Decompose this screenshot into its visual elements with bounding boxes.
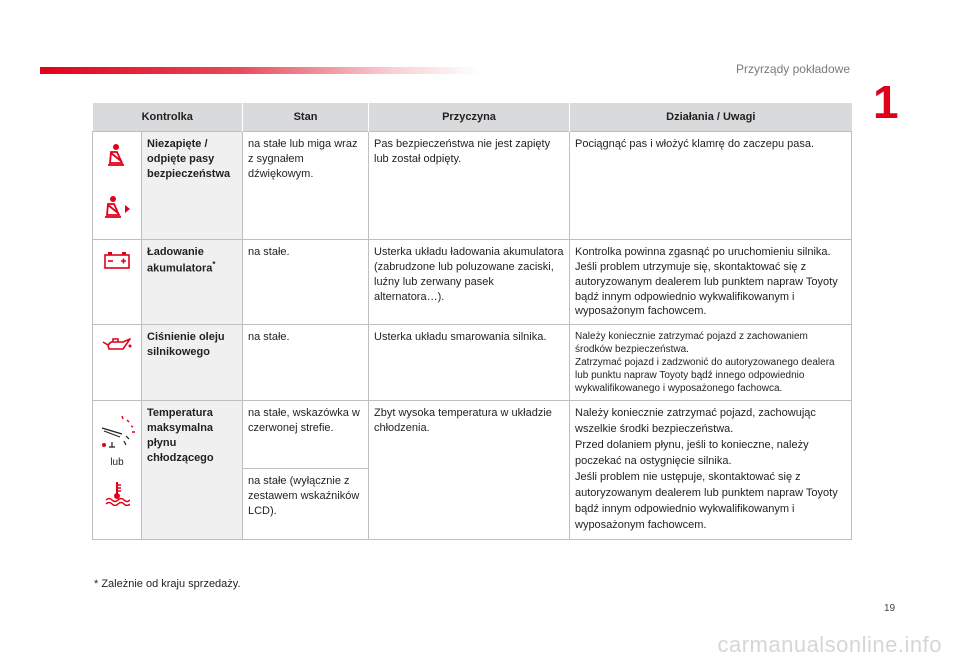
warning-state: na stałe lub miga wraz z sygnałem dźwiękowym. xyxy=(243,132,369,240)
page-number: 19 xyxy=(884,603,896,614)
column-header-dzialania: Działania / Uwagi xyxy=(570,103,852,132)
table-row xyxy=(93,401,852,469)
icon-cell xyxy=(93,401,142,540)
coolant-temperature-icon xyxy=(104,480,130,506)
warning-action-line: Jeśli problem nie ustępuje, skontaktować się z autoryzowanym dealerem lub punktem napraw Toyoty bądź innym odpowiednio wykwalifikowanym i wyposażonym fachowcem. xyxy=(575,470,838,531)
section-title: Przyrządy pokładowe xyxy=(735,62,850,76)
footnote: * Zależnie od kraju sprzedaży. xyxy=(94,578,241,590)
battery-icon xyxy=(103,251,131,269)
warning-state: na stałe, wskazówka w czerwonej strefie. xyxy=(243,401,369,469)
chapter-number: 1 xyxy=(873,76,899,128)
warning-name: Ciśnienie oleju silnikowego xyxy=(142,325,243,401)
warning-action-line: Należy koniecznie zatrzymać pojazd z zachowaniem środków bezpieczeństwa. xyxy=(575,331,808,356)
warning-cause: Usterka układu ładowania akumulatora (zabrudzone lub poluzowane zaciski, luźny lub zerwany pasek alternatora…). xyxy=(369,240,570,325)
oil-can-icon xyxy=(101,336,133,354)
warning-state: na stałe (wyłącznie z zestawem wskaźników LCD). xyxy=(243,469,369,539)
icon-cell xyxy=(93,132,142,240)
warning-action xyxy=(570,401,852,540)
warning-action-line: Przed dolaniem płynu, jeśli to konieczne, należy poczekać na ostygnięcie silnika. xyxy=(575,439,809,468)
column-header-kontrolka: Kontrolka xyxy=(93,103,243,132)
icon-cell xyxy=(93,240,142,325)
table-row xyxy=(93,132,852,240)
watermark: carmanualsonline.info xyxy=(717,632,942,657)
warning-name-text: Ładowanie akumulatora xyxy=(147,246,213,275)
temperature-gauge-icon xyxy=(98,412,136,450)
seatbelt-passenger-icon xyxy=(102,195,132,221)
icon-cell xyxy=(93,325,142,401)
column-header-przyczyna: Przyczyna xyxy=(369,103,570,132)
warning-cause: Zbyt wysoka temperatura w układzie chłodzenia. xyxy=(369,401,570,540)
warning-action-line: Zatrzymać pojazd i zadzwonić do autoryzowanego dealera lub punktu napraw Toyoty bądź innego odpowiednio wykwalifikowanego i wyposażonego fachowca. xyxy=(575,357,835,395)
warning-action: Kontrolka powinna zgasnąć po uruchomieniu silnika. Jeśli problem utrzymuje się, skontaktować się z autoryzowanym dealerem lub punktem napraw Toyoty bądź innym odpowiednio wykwalifikowanym i wyposażonym fachowcem. xyxy=(570,240,852,325)
warning-lights-table xyxy=(92,103,852,540)
table-row xyxy=(93,240,852,325)
warning-name: Niezapięte / odpięte pasy bezpieczeństwa xyxy=(142,132,243,240)
header-accent-bar xyxy=(40,67,480,74)
warning-action: Pociągnąć pas i włożyć klamrę do zaczepu pasa. xyxy=(570,132,852,240)
or-label: lub xyxy=(110,457,124,469)
column-header-stan: Stan xyxy=(243,103,369,132)
warning-cause: Pas bezpieczeństwa nie jest zapięty lub został odpięty. xyxy=(369,132,570,240)
warning-state: na stałe. xyxy=(243,325,369,401)
seatbelt-icon xyxy=(105,143,129,169)
table-row xyxy=(93,325,852,401)
table-header-row xyxy=(93,103,852,132)
warning-action xyxy=(570,325,852,401)
warning-state: na stałe. xyxy=(243,240,369,325)
warning-name xyxy=(142,240,243,325)
footnote-mark: * xyxy=(212,259,216,269)
warning-action-line: Należy koniecznie zatrzymać pojazd, zachowując wszelkie środki bezpieczeństwa. xyxy=(575,407,816,436)
warning-name: Temperatura maksymalna płynu chłodzącego xyxy=(142,401,243,540)
warning-cause: Usterka układu smarowania silnika. xyxy=(369,325,570,401)
